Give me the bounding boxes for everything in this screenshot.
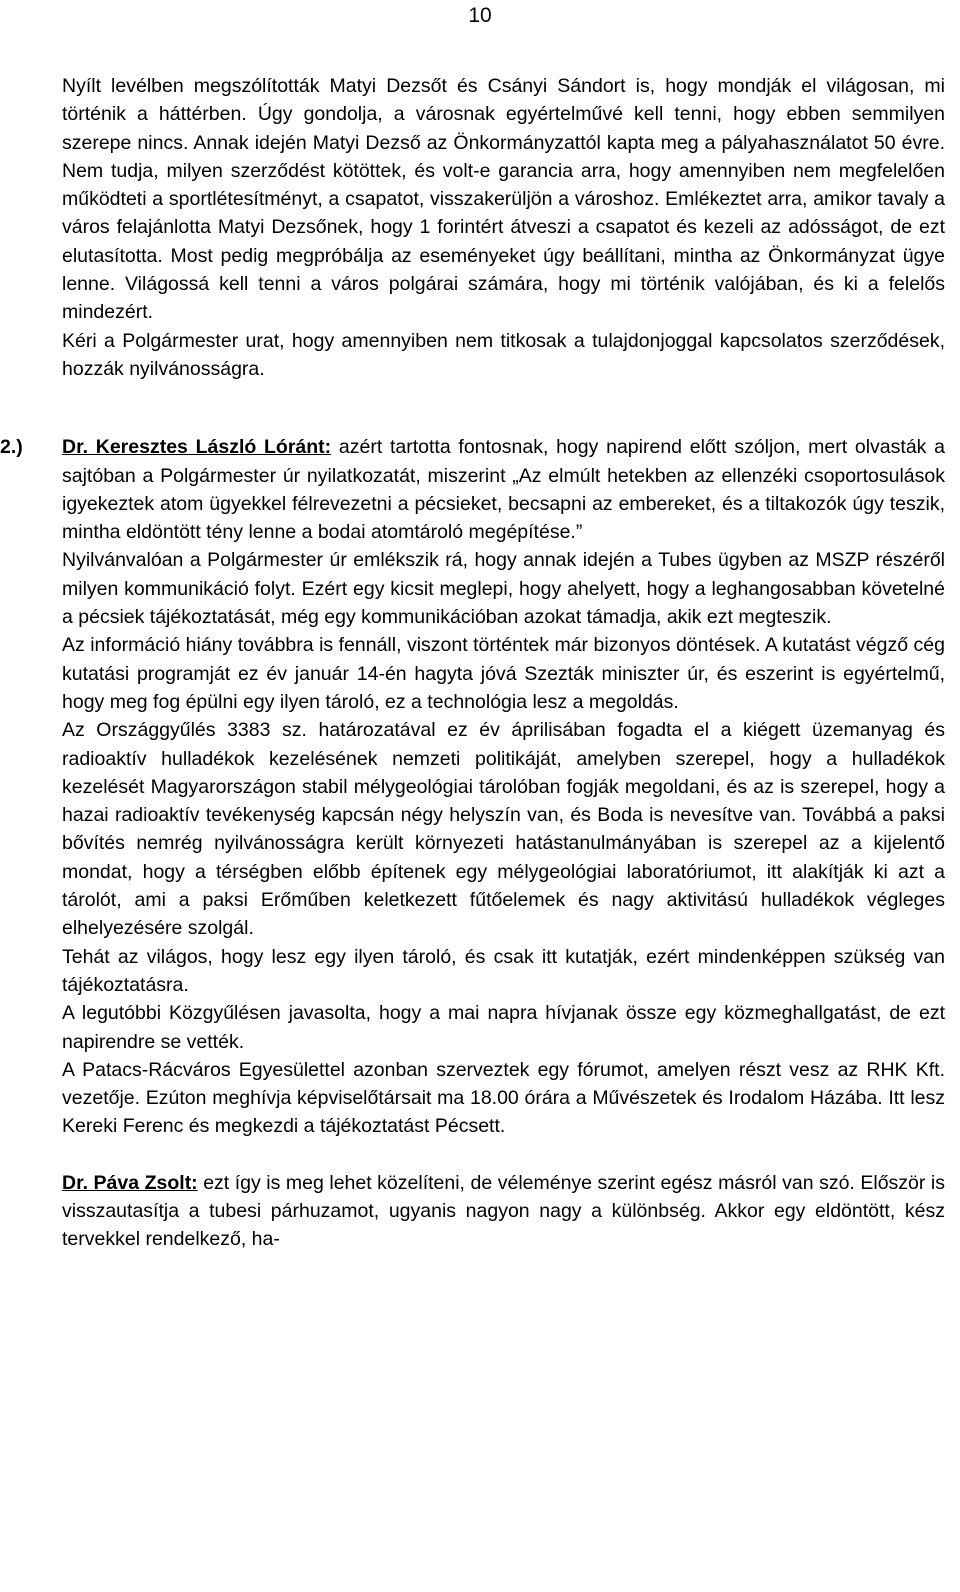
speech-paragraph: Az Országgyűlés 3383 sz. határozatával ez év áprilisában fogadta el a kiégett üzemanyag és radioaktív hulladékok kezelésének nemzeti politikáját, amelyben szerepel, hogy a hulladékok kezelését Magyarországon stabil mélygeológiai tárolóban fogják megoldani, és az is szerepel, hogy a hazai radioaktív tevékenység kapcsán négy helyszín van, és Boda is nevesítve van. Továbbá a paksi bővítés nemrég nyilvánosságra került környezeti hatástanulmányában is szerepel az a kijelentő mondat, hogy a térségben előbb építenek egy mélygeológiai laboratóriumot, itt alakítják ki azt a tárolót, ami a paksi Erőműben keletkezett fűtőelemek és nagy aktivitású hulladékok végleges elhelyezésére szolgál. [62,719,945,940]
speech-paragraph: A Patacs-Rácváros Egyesülettel azonban szerveztek egy fórumot, amelyen részt vesz az RHK Kft. vezetője. Ezúton meghívja képviselőtársait ma 18.00 órára a Művészetek és Irodalom Házába. Itt lesz Kereki Ferenc és megkezdi a tájékoztatást Pécsett. [62,1058,945,1138]
speech-text: ezt így is meg lehet közelíteni, de véleménye szerint egész másról van szó. Először is visszautasítja a tubesi párhuzamot, ugyanis nagyon nagy a különbség. Akkor egy eldöntött, kész tervekkel rendelkező, ha- [62,1171,945,1251]
item-number: 2.) [0,436,23,459]
speech-paragraph: Az információ hiány továbbra is fennáll, viszont történtek már bizonyos döntések. A kutatást végző cég kutatási programját ez év január 14-én hagyta jóvá Szezták miniszter úr, és eszerint is egyértelmű, hogy meg fog épülni egy ilyen tároló, ez a technológia lesz a megoldás. [62,634,945,713]
page-number: 10 [468,4,492,27]
speaker-name: Dr. Páva Zsolt: [62,1171,198,1194]
speech-text: azért tartotta fontosnak, hogy napirend előtt szóljon, mert olvasták a sajtóban a Polgármester úr nyilatkozatát, miszerint „Az elmúlt hetekben az ellenzéki csoportosulások igyekeztek atom ügyekkel félrevezetni a pécsieket, becsapni az embereket, és a tiltakozók úgy teszik, mintha eldöntött tény lenne a bodai atomtároló megépítése.” [62,436,945,544]
reply-paragraph [62,1169,945,1254]
speech-paragraph: Nyilvánvalóan a Polgármester úr emlékszik rá, hogy annak idején a Tubes ügyben az MSZP részéről milyen kommunikáció folyt. Ezért egy kicsit meglepi, hogy ahelyett, hogy a leghangosabban követelné a pécsiek tájékoztatását, még egy kommunikációban azokat támadja, akik ezt megteszik. [62,549,945,629]
spacer [62,383,945,433]
speech-paragraph: A legutóbbi Közgyűlésen javasolta, hogy a mai napra hívjanak össze egy közmeghallgatást, de ezt napirendre se vették. [62,1002,945,1053]
agenda-item-2 [0,433,945,1140]
intro-paragraph: Kéri a Polgármester urat, hogy amennyiben nem titkosak a tulajdonjoggal kapcsolatos szerződések, hozzák nyilvánosságra. [62,329,945,380]
speech-paragraph: Tehát az világos, hogy lesz egy ilyen tároló, és csak itt kutatják, ezért mindenképpen szükség van tájékoztatásra. [62,945,945,996]
document-body [0,72,945,1254]
item-first-paragraph [0,433,945,546]
intro-paragraph: Nyílt levélben megszólították Matyi Dezsőt és Csányi Sándort is, hogy mondják el világosan, mi történik a háttérben. Úgy gondolja, a városnak egyértelművé kell tenni, hogy ebben semmilyen szerepe nincs. Annak idején Matyi Dezső az Önkormányzattól kapta meg a pályahasználatot 50 évre. Nem tudja, milyen szerződést kötöttek, és volt-e garancia arra, hogy amennyiben nem megfelelően működteti a sportlétesítményt, a csapatot, visszakerüljön a városhoz. Emlékeztet arra, amikor tavaly a város felajánlotta Matyi Dezsőnek, hogy 1 forintért átveszi a csapatot és kezeli az adósságot, de ezt elutasította. Most pedig megpróbálja az eseményeket úgy beállítani, mintha az Önkormányzat ügye lenne. Világossá kell tenni a város polgárai számára, hogy mi történik valójában, és ki a felelős mindezért. [62,75,945,324]
spacer [62,1141,945,1169]
speaker-name: Dr. Keresztes László Lóránt: [62,436,332,459]
